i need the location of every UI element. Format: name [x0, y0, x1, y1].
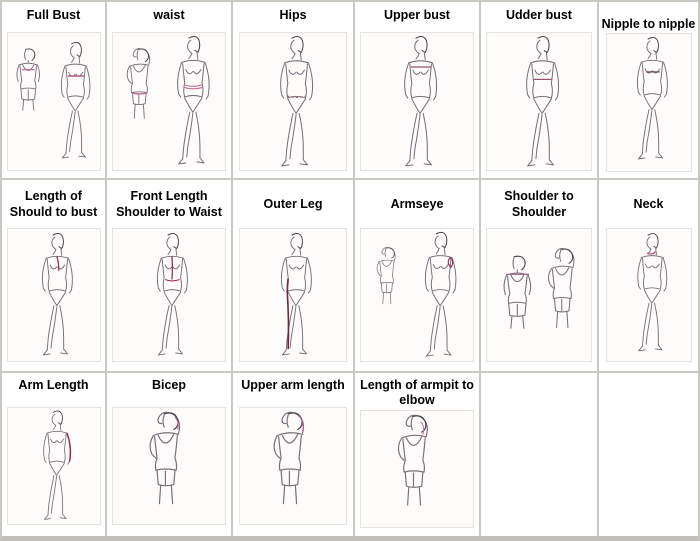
sketch-frame	[486, 32, 592, 171]
sketch-frame	[112, 407, 226, 525]
cell-upper-bust	[355, 2, 479, 178]
measurement-label: Upper arm length	[241, 378, 345, 392]
highlight-neck-arc	[647, 252, 655, 254]
cell-upper-arm-length	[233, 373, 353, 536]
measurement-label: Bicep	[151, 378, 187, 392]
figure-front	[25, 229, 83, 359]
cell-hips	[233, 2, 353, 178]
figure-backraised	[263, 408, 323, 518]
figure-front	[620, 34, 678, 162]
measurement-label: Shoulder to Shoulder	[504, 189, 574, 219]
figure-two-back-views	[488, 229, 590, 357]
measurement-label: Length of Should to bust	[9, 189, 98, 219]
sketch-frame	[360, 228, 474, 362]
measurement-label: Nipple to nipple	[601, 17, 696, 31]
sketch-frame	[7, 407, 101, 525]
measurement-label	[481, 373, 597, 407]
sketch-frame	[360, 410, 474, 528]
cell-shoulder-to-shoulder	[481, 180, 597, 371]
measurement-label: Full Bust	[26, 8, 81, 22]
measurement-label: Udder bust	[506, 8, 572, 22]
highlight-waist-band	[165, 280, 180, 281]
figure-front	[262, 33, 324, 169]
figure-back-and-front	[8, 33, 100, 167]
measurement-label: Length of armpit to elbow	[360, 378, 474, 408]
sketch-frame	[112, 228, 226, 362]
figure-backraised	[139, 408, 199, 518]
cell-bicep	[107, 373, 231, 536]
sketch-frame	[239, 228, 347, 362]
figure-front	[508, 33, 570, 169]
cell-neck	[599, 180, 698, 371]
sketch-frame	[239, 32, 347, 171]
figure-front	[264, 229, 322, 359]
highlight-shoulder-to-bust-line	[56, 256, 58, 271]
highlight-waist-band	[131, 93, 146, 94]
measurement-label: Armseye	[390, 196, 444, 211]
cell-empty	[481, 373, 597, 536]
cell-armseye	[355, 180, 479, 371]
cell-arm-length	[2, 373, 105, 536]
sketch-frame	[7, 32, 101, 171]
sketch-frame	[486, 228, 592, 362]
cell-waist	[107, 2, 231, 178]
cell-outer-leg	[233, 180, 353, 371]
measurement-label	[599, 373, 698, 407]
cell-full-bust	[2, 2, 105, 178]
figure-front	[140, 229, 198, 359]
figure-front	[386, 33, 448, 169]
figure-front	[621, 229, 677, 355]
cell-under-bust	[481, 2, 597, 178]
figure-front	[28, 408, 80, 522]
figure-backraised-and-front	[117, 33, 222, 167]
cell-shoulder-to-bust	[2, 180, 105, 371]
cell-shoulder-to-waist	[107, 180, 231, 371]
measurement-label: Front Length Shoulder to Waist	[116, 189, 222, 219]
measurement-label: waist	[153, 8, 185, 22]
sketch-frame	[360, 32, 474, 171]
measurement-label: Hips	[279, 8, 307, 22]
measurement-label: Upper bust	[384, 8, 450, 22]
highlight-waist-band	[183, 85, 202, 89]
figure-backraised	[387, 411, 447, 519]
sketch-frame	[239, 407, 347, 525]
cell-armpit-to-elbow	[355, 373, 479, 536]
sketch-frame	[7, 228, 101, 362]
sketch-frame	[112, 32, 226, 171]
highlight-arm-line	[66, 433, 69, 462]
sketch-frame	[606, 228, 692, 362]
figure-backraised-and-front	[365, 229, 470, 359]
measurement-label: Arm Length	[18, 378, 89, 392]
cell-empty	[599, 373, 698, 536]
measurement-label: Outer Leg	[263, 196, 323, 211]
cell-nipple-to-nipple	[599, 2, 698, 178]
sketch-frame	[606, 33, 692, 172]
measurement-label: Neck	[633, 196, 664, 211]
